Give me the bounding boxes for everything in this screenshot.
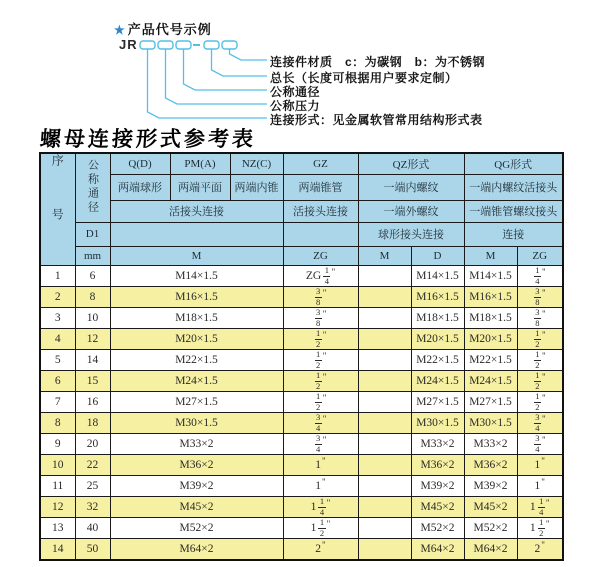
inch-mark: " <box>542 266 546 277</box>
cell-seq: 5 <box>40 350 75 371</box>
cell-qz-d: M52×2 <box>411 518 464 539</box>
cell-gz-zg: 1" <box>283 455 358 476</box>
cell-dn: 16 <box>75 392 110 413</box>
code-label-length: 总长（长度可根据用户要求定制） <box>270 71 458 85</box>
header-union-conn: 活接头连接 <box>110 200 283 223</box>
leader-line <box>212 49 268 76</box>
cell-m: M16×1.5 <box>110 287 283 308</box>
code-label-pressure: 公称压力 <box>270 99 321 113</box>
header-qz-conn2: 一端外螺纹 <box>358 200 464 223</box>
fraction: $\frac{3}{8}$ <box>316 286 321 307</box>
fraction: $\frac{1}{2}$ <box>535 391 540 412</box>
cell-qz-d: M64×2 <box>411 539 464 560</box>
cell-seq: 9 <box>40 434 75 455</box>
cell-qz-d: M39×2 <box>411 476 464 497</box>
inch-mark: " <box>322 539 326 550</box>
cell-qz-d: M18×1.5 <box>411 308 464 329</box>
cell-qz-d: M30×1.5 <box>411 413 464 434</box>
fraction: $\frac{1}{2}$ <box>316 370 321 391</box>
inch-mark: " <box>542 308 546 319</box>
code-prefix: JR <box>119 37 138 52</box>
table-row <box>40 497 563 518</box>
table-row <box>40 308 563 329</box>
star-icon: ★ <box>114 23 126 37</box>
cell-gz-zg <box>283 497 358 518</box>
cell-seq: 3 <box>40 308 75 329</box>
fraction: $\frac{1}{2}$ <box>316 349 321 370</box>
inch-mark: " <box>322 434 327 445</box>
cell-qz-m <box>358 350 411 371</box>
cell-qg-zg <box>517 434 563 455</box>
fraction: $\frac{1}{2}$ <box>316 328 321 349</box>
cell-qg-m: M36×2 <box>464 455 517 476</box>
table-title: 螺母连接形式参考表 <box>39 127 257 151</box>
cell-qg-m: M20×1.5 <box>464 329 517 350</box>
code-box <box>204 41 219 49</box>
header-qg-sub: 一端内螺纹活接头 <box>464 174 563 200</box>
header-blank-2 <box>283 223 358 247</box>
cell-qz-m <box>358 371 411 392</box>
cell-gz-zg <box>283 434 358 455</box>
cell-dn: 25 <box>75 476 110 497</box>
table-row <box>40 329 563 350</box>
cell-m: M30×1.5 <box>110 413 283 434</box>
cell-qg-zg <box>517 329 563 350</box>
code-box <box>140 41 155 49</box>
table-header <box>40 153 563 266</box>
fraction: $\frac{3}{8}$ <box>316 307 321 328</box>
header-q-d-sub: 两端球形 <box>110 174 170 200</box>
cell-qz-m <box>358 434 411 455</box>
table-row <box>40 413 563 434</box>
code-box <box>158 41 173 49</box>
header-dn <box>75 153 110 223</box>
cell-qz-m <box>358 413 411 434</box>
code-label-material: 连接件材质 c：为碳钢 b：为不锈钢 <box>270 55 486 69</box>
inch-mark: " <box>542 287 546 298</box>
header-qz: QZ形式 <box>358 153 464 174</box>
cell-qz-m <box>358 266 411 287</box>
inch-mark: " <box>542 329 546 340</box>
fraction-prefix: 1 <box>529 521 536 534</box>
cell-gz-zg: 2" <box>283 539 358 560</box>
cell-qg-m: M24×1.5 <box>464 371 517 392</box>
cell-qg-zg <box>517 413 563 434</box>
diagram-heading <box>114 19 212 38</box>
cell-qg-m: M39×2 <box>464 476 517 497</box>
code-label-connection: 连接形式：见金属软管常用结构形式表 <box>270 113 483 127</box>
table-row <box>40 266 563 287</box>
table-row <box>40 392 563 413</box>
header-qg-conn2: 一端锥管螺纹接头 <box>464 200 563 223</box>
cell-qg-zg <box>517 518 563 539</box>
code-label-diameter: 公称通径 <box>270 85 321 99</box>
cell-m: M27×1.5 <box>110 392 283 413</box>
inch-mark: " <box>322 329 327 340</box>
cell-qz-m <box>358 308 411 329</box>
inch-mark: " <box>542 371 546 382</box>
cell-qg-zg: 1" <box>517 455 563 476</box>
cell-qz-d: M36×2 <box>411 455 464 476</box>
table-row <box>40 371 563 392</box>
cell-gz-zg <box>283 308 358 329</box>
cell-qg-zg <box>517 497 563 518</box>
cell-m: M14×1.5 <box>110 266 283 287</box>
header-qg-m: M <box>464 246 517 265</box>
cell-gz-zg <box>283 371 358 392</box>
cell-m: M52×2 <box>110 518 283 539</box>
cell-qz-d: M14×1.5 <box>411 266 464 287</box>
inch-mark: " <box>322 350 327 361</box>
cell-dn: 22 <box>75 455 110 476</box>
cell-seq: 4 <box>40 329 75 350</box>
header-pm-a-sub: 两端平面 <box>170 174 230 200</box>
cell-qg-m: M52×2 <box>464 518 517 539</box>
header-gz: GZ <box>283 153 358 174</box>
cell-qz-m <box>358 329 411 350</box>
cell-dn: 40 <box>75 518 110 539</box>
cell-qg-zg <box>517 392 563 413</box>
cell-seq: 1 <box>40 266 75 287</box>
table-row <box>40 476 563 497</box>
cell-qg-zg <box>517 266 563 287</box>
cell-qg-m: M64×2 <box>464 539 517 560</box>
cell-gz-zg <box>283 350 358 371</box>
cell-gz-zg <box>283 413 358 434</box>
header-qz-m: M <box>358 246 411 265</box>
inch-mark: " <box>322 392 327 403</box>
header-mm: mm <box>75 246 110 265</box>
cell-qz-d: M22×1.5 <box>411 350 464 371</box>
cell-gz-zg <box>283 266 358 287</box>
cell-gz-zg: 1" <box>283 476 358 497</box>
leader-line <box>230 49 268 60</box>
cell-qz-d: M33×2 <box>411 434 464 455</box>
fraction: $\frac{1}{4}$ <box>539 496 544 517</box>
diagram-heading-text: 产品代号示例 <box>127 22 212 37</box>
code-box <box>176 41 191 49</box>
inch-mark: " <box>542 392 546 403</box>
inch-mark: " <box>542 350 546 361</box>
cell-seq: 13 <box>40 518 75 539</box>
inch-mark: " <box>322 477 326 487</box>
fraction-prefix: ZG <box>305 269 322 282</box>
inch-mark: " <box>322 456 326 466</box>
cell-qz-d: M20×1.5 <box>411 329 464 350</box>
inch-mark: " <box>541 456 545 466</box>
cell-m: M36×2 <box>110 455 283 476</box>
cell-gz-zg <box>283 329 358 350</box>
cell-qg-m: M18×1.5 <box>464 308 517 329</box>
fraction: $\frac{1}{2}$ <box>535 349 540 370</box>
header-gz-sub: 两端锥管 <box>283 174 358 200</box>
cell-qg-zg <box>517 350 563 371</box>
header-d1: D1 <box>75 223 110 247</box>
cell-gz-zg <box>283 518 358 539</box>
header-qg-zg: ZG <box>517 246 563 265</box>
cell-seq: 10 <box>40 455 75 476</box>
cell-qg-m: M27×1.5 <box>464 392 517 413</box>
cell-qg-zg <box>517 308 563 329</box>
fraction-prefix: 1 <box>529 500 536 513</box>
cell-seq: 11 <box>40 476 75 497</box>
header-qz-sub: 一端内螺纹 <box>358 174 464 200</box>
fraction: $\frac{1}{2}$ <box>319 517 325 538</box>
inch-mark: " <box>541 539 545 550</box>
fraction: $\frac{1}{4}$ <box>535 265 540 286</box>
header-qg-conn3: 连接 <box>464 223 563 247</box>
cell-m: M22×1.5 <box>110 350 283 371</box>
header-blank-1 <box>110 223 283 247</box>
header-nz-c: NZ(C) <box>230 153 283 174</box>
fraction: $\frac{1}{2}$ <box>316 391 321 412</box>
cell-dn: 6 <box>75 266 110 287</box>
cell-gz-zg <box>283 392 358 413</box>
inch-mark: " <box>322 308 327 319</box>
inch-mark: " <box>326 497 331 508</box>
inch-mark: " <box>322 287 327 298</box>
inch-mark: " <box>545 518 550 529</box>
cell-qg-m: M45×2 <box>464 497 517 518</box>
header-gz-conn: 活接头连接 <box>283 200 358 223</box>
cell-m: M33×2 <box>110 434 283 455</box>
cell-qz-m <box>358 539 411 560</box>
header-dn-label: 公称通径 <box>86 158 99 215</box>
cell-qg-zg <box>517 371 563 392</box>
cell-seq: 8 <box>40 413 75 434</box>
cell-dn: 50 <box>75 539 110 560</box>
cell-qg-zg <box>517 287 563 308</box>
leader-line <box>184 49 268 90</box>
cell-qz-d: M27×1.5 <box>411 392 464 413</box>
cell-seq: 7 <box>40 392 75 413</box>
table-row <box>40 350 563 371</box>
header-qz-ball: 球形接头连接 <box>358 223 464 247</box>
cell-m: M39×2 <box>110 476 283 497</box>
cell-gz-zg <box>283 287 358 308</box>
cell-qz-d: M16×1.5 <box>411 287 464 308</box>
inch-mark: " <box>331 266 336 277</box>
cell-qg-m: M30×1.5 <box>464 413 517 434</box>
fraction: $\frac{1}{2}$ <box>539 517 544 538</box>
cell-m: M20×1.5 <box>110 329 283 350</box>
cell-qg-m: M14×1.5 <box>464 266 517 287</box>
cell-seq: 14 <box>40 539 75 560</box>
cell-qz-m <box>358 518 411 539</box>
cell-m: M64×2 <box>110 539 283 560</box>
header-m: M <box>110 246 283 265</box>
table-row <box>40 434 563 455</box>
cell-qg-m: M33×2 <box>464 434 517 455</box>
inch-mark: " <box>541 477 545 487</box>
table-row <box>40 455 563 476</box>
table-row <box>40 518 563 539</box>
cell-qz-m <box>358 476 411 497</box>
fraction: $\frac{3}{4}$ <box>316 412 321 433</box>
fraction: $\frac{1}{2}$ <box>535 328 540 349</box>
header-q-d: Q(D) <box>110 153 170 174</box>
inch-mark: " <box>326 518 331 529</box>
cell-seq: 2 <box>40 287 75 308</box>
code-box <box>222 41 237 49</box>
fraction: $\frac{1}{2}$ <box>535 370 540 391</box>
table-row <box>40 539 563 560</box>
cell-dn: 12 <box>75 329 110 350</box>
cell-dn: 15 <box>75 371 110 392</box>
header-zg: ZG <box>283 246 358 265</box>
cell-qz-m <box>358 392 411 413</box>
fraction: $\frac{1}{4}$ <box>319 496 325 517</box>
nut-connection-table <box>39 152 564 561</box>
header-pm-a: PM(A) <box>170 153 230 174</box>
cell-qg-zg: 1" <box>517 476 563 497</box>
cell-qz-m <box>358 287 411 308</box>
fraction: $\frac{1}{4}$ <box>324 265 329 286</box>
cell-m: M24×1.5 <box>110 371 283 392</box>
cell-dn: 8 <box>75 287 110 308</box>
fraction: $\frac{3}{4}$ <box>535 412 540 433</box>
cell-seq: 6 <box>40 371 75 392</box>
inch-mark: " <box>542 434 546 445</box>
cell-dn: 10 <box>75 308 110 329</box>
cell-qz-d: M45×2 <box>411 497 464 518</box>
cell-seq: 12 <box>40 497 75 518</box>
table-row <box>40 287 563 308</box>
cell-m: M45×2 <box>110 497 283 518</box>
fraction-prefix: 1 <box>310 521 317 534</box>
header-seq <box>40 153 75 266</box>
fraction: $\frac{3}{4}$ <box>316 433 321 454</box>
header-nz-c-sub: 两端内锥 <box>230 174 283 200</box>
cell-dn: 18 <box>75 413 110 434</box>
header-qg: QG形式 <box>464 153 563 174</box>
inch-mark: " <box>545 497 550 508</box>
cell-qz-d: M24×1.5 <box>411 371 464 392</box>
inch-mark: " <box>322 413 327 424</box>
cell-qg-zg: 2" <box>517 539 563 560</box>
inch-mark: " <box>322 371 327 382</box>
cell-qz-m <box>358 497 411 518</box>
fraction-prefix: 1 <box>310 500 317 513</box>
inch-mark: " <box>542 413 546 424</box>
header-qz-d: D <box>411 246 464 265</box>
fraction: $\frac{3}{4}$ <box>535 433 540 454</box>
cell-m: M18×1.5 <box>110 308 283 329</box>
header-seq-label: 序号 <box>50 154 65 262</box>
cell-qz-m <box>358 455 411 476</box>
cell-qg-m: M16×1.5 <box>464 287 517 308</box>
fraction: $\frac{3}{8}$ <box>535 286 540 307</box>
cell-qg-m: M22×1.5 <box>464 350 517 371</box>
fraction: $\frac{3}{8}$ <box>535 307 540 328</box>
cell-dn: 20 <box>75 434 110 455</box>
cell-dn: 14 <box>75 350 110 371</box>
table-body <box>40 266 563 560</box>
cell-dn: 32 <box>75 497 110 518</box>
